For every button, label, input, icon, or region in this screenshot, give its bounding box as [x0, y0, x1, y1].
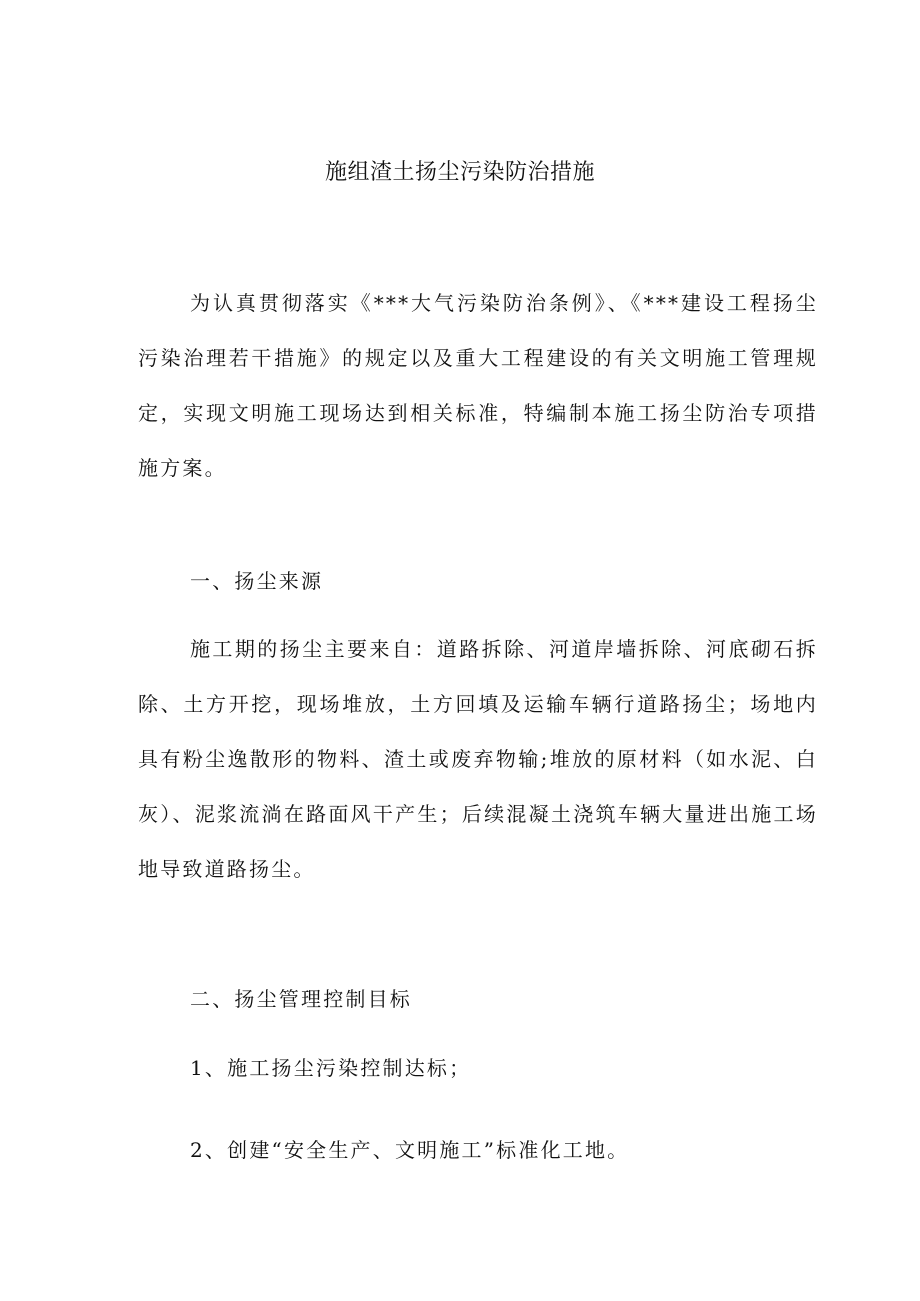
control-target-item-1: 1、施工扬尘污染控制达标；: [190, 1056, 472, 1080]
control-target-item-2: 2、创建“安全生产、文明施工”标准化工地。: [190, 1138, 630, 1162]
intro-paragraph: 为认真贯彻落实《***大气污染防治条例》、《***建设工程扬尘污染治理若干措施》的规定以及重大工程建设的有关文明施工管理规定，实现文明施工现场达到相关标准，特编制本施工扬尘防治专项措施方案。: [138, 291, 818, 480]
document-title: 施组渣土扬尘污染防治措施: [324, 160, 595, 185]
section-heading-dust-sources: 一、扬尘来源: [190, 569, 324, 593]
section-heading-control-targets: 二、扬尘管理控制目标: [190, 987, 412, 1011]
dust-sources-paragraph: 施工期的扬尘主要来自：道路拆除、河道岸墙拆除、河底砌石拆除、土方开挖，现场堆放，土方回填及运输车辆行道路扬尘；场地内具有粉尘逸散形的物料、渣土或废弃物输;堆放的原材料（如水泥、白灰）、泥浆流淌在路面风干产生；后续混凝土浇筑车辆大量进出施工场地导致道路扬尘。: [138, 637, 818, 881]
